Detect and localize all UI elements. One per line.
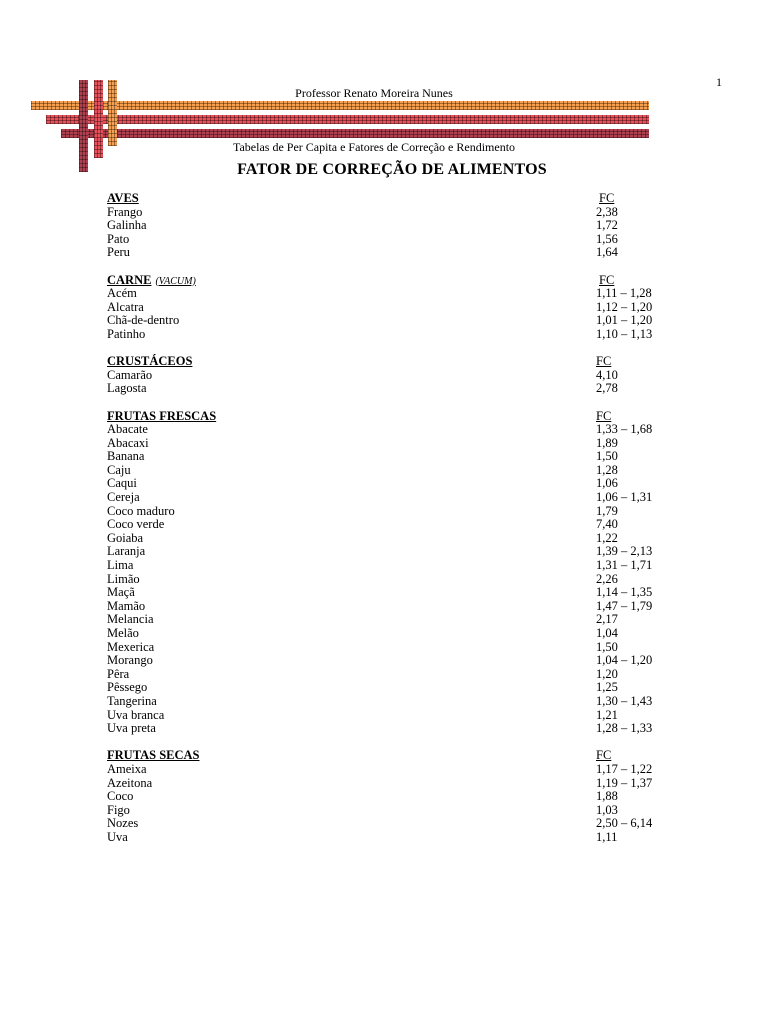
food-name: Coco bbox=[107, 789, 134, 804]
food-row bbox=[107, 817, 707, 831]
section-header bbox=[107, 274, 707, 288]
food-row bbox=[107, 627, 707, 641]
food-name: Patinho bbox=[107, 326, 146, 341]
food-name: Uva bbox=[107, 829, 128, 844]
food-name: Frango bbox=[107, 204, 143, 219]
food-name: Nozes bbox=[107, 816, 139, 831]
food-row bbox=[107, 532, 707, 546]
food-fc-value: 2,38 bbox=[596, 204, 618, 219]
food-row bbox=[107, 804, 707, 818]
section-note: (VACUM) bbox=[155, 275, 196, 287]
food-row bbox=[107, 206, 707, 220]
food-section bbox=[107, 749, 707, 844]
food-name: Galinha bbox=[107, 218, 147, 233]
food-fc-value: 1,04 – 1,20 bbox=[596, 653, 653, 668]
food-row bbox=[107, 668, 707, 682]
section-header bbox=[107, 355, 707, 369]
food-row bbox=[107, 831, 707, 845]
food-name: Mexerica bbox=[107, 639, 155, 654]
food-fc-value: 1,47 – 1,79 bbox=[596, 598, 653, 613]
food-fc-value: 1,88 bbox=[596, 789, 618, 804]
food-row bbox=[107, 437, 707, 451]
food-fc-value: 1,11 bbox=[596, 829, 618, 844]
food-fc-value: 1,89 bbox=[596, 435, 618, 450]
food-row bbox=[107, 505, 707, 519]
page-number: 1 bbox=[716, 75, 722, 89]
food-fc-value: 1,06 – 1,31 bbox=[596, 490, 653, 505]
food-name: Caqui bbox=[107, 476, 137, 491]
food-row bbox=[107, 695, 707, 709]
section-title: FRUTAS SECAS bbox=[107, 748, 200, 763]
food-section bbox=[107, 355, 707, 396]
food-fc-value: 1,11 – 1,28 bbox=[596, 286, 652, 301]
food-name: Abacaxi bbox=[107, 435, 149, 450]
food-fc-value: 2,50 – 6,14 bbox=[596, 816, 653, 831]
food-name: Coco verde bbox=[107, 517, 165, 532]
food-row bbox=[107, 314, 707, 328]
food-fc-value: 1,01 – 1,20 bbox=[596, 313, 653, 328]
section-title: AVES bbox=[107, 191, 139, 205]
page-title: FATOR DE CORREÇÃO DE ALIMENTOS bbox=[237, 161, 547, 178]
food-fc-value: 2,26 bbox=[596, 571, 618, 586]
author-line: Professor Renato Moreira Nunes bbox=[295, 86, 453, 100]
food-fc-value: 1,31 – 1,71 bbox=[596, 558, 653, 573]
food-name: Melão bbox=[107, 626, 139, 640]
food-fc-value: 1,04 bbox=[596, 626, 618, 640]
food-fc-value: 1,03 bbox=[596, 802, 618, 817]
food-row bbox=[107, 518, 707, 532]
section-title: CARNE bbox=[107, 272, 152, 287]
food-row bbox=[107, 382, 707, 396]
food-fc-value: 1,79 bbox=[596, 503, 618, 518]
fc-column-header: FC bbox=[599, 272, 615, 287]
food-name: Morango bbox=[107, 653, 153, 668]
food-row bbox=[107, 233, 707, 247]
food-name: Cereja bbox=[107, 490, 140, 505]
food-name: Melancia bbox=[107, 612, 154, 627]
food-row bbox=[107, 477, 707, 491]
food-name: Mamão bbox=[107, 598, 146, 613]
food-row bbox=[107, 709, 707, 723]
food-name: Pato bbox=[107, 231, 130, 246]
food-fc-value: 1,12 – 1,20 bbox=[596, 299, 653, 314]
food-name: Camarão bbox=[107, 367, 153, 382]
food-name: Chã-de-dentro bbox=[107, 313, 180, 328]
food-row bbox=[107, 763, 707, 777]
food-fc-value: 1,14 – 1,35 bbox=[596, 585, 653, 600]
food-row bbox=[107, 559, 707, 573]
food-name: Lima bbox=[107, 558, 134, 573]
fc-column-header: FC bbox=[599, 191, 615, 205]
food-fc-value: 1,25 bbox=[596, 680, 618, 695]
food-row bbox=[107, 722, 707, 736]
food-name: Banana bbox=[107, 449, 145, 464]
food-name: Abacate bbox=[107, 422, 148, 437]
food-fc-value: 1,22 bbox=[596, 530, 618, 545]
food-fc-value: 1,72 bbox=[596, 218, 618, 233]
fc-column-header: FC bbox=[596, 408, 612, 423]
food-row bbox=[107, 573, 707, 587]
food-name: Tangerina bbox=[107, 693, 157, 708]
food-fc-value: 1,64 bbox=[596, 245, 618, 260]
food-fc-value: 1,06 bbox=[596, 476, 618, 491]
food-row bbox=[107, 491, 707, 505]
food-section bbox=[107, 274, 707, 342]
food-fc-value: 2,17 bbox=[596, 612, 618, 627]
food-name: Maçã bbox=[107, 585, 135, 600]
food-row bbox=[107, 287, 707, 301]
food-fc-value: 1,17 – 1,22 bbox=[596, 761, 653, 776]
ornament-bar-dark-red bbox=[61, 129, 649, 138]
food-fc-value: 1,28 bbox=[596, 462, 618, 477]
food-row bbox=[107, 654, 707, 668]
food-row bbox=[107, 790, 707, 804]
food-row bbox=[107, 423, 707, 437]
food-name: Limão bbox=[107, 571, 140, 586]
food-row bbox=[107, 613, 707, 627]
food-section bbox=[107, 410, 707, 736]
section-title: FRUTAS FRESCAS bbox=[107, 408, 217, 423]
food-fc-value: 1,39 – 2,13 bbox=[596, 544, 653, 559]
ornament-bar-red bbox=[46, 115, 649, 124]
fc-column-header: FC bbox=[596, 748, 612, 763]
food-fc-value: 1,21 bbox=[596, 707, 618, 722]
food-name: Pêssego bbox=[107, 680, 148, 695]
food-row bbox=[107, 328, 707, 342]
food-fc-value: 1,10 – 1,13 bbox=[596, 326, 653, 341]
food-fc-value: 1,20 bbox=[596, 666, 618, 681]
food-row bbox=[107, 681, 707, 695]
food-row bbox=[107, 600, 707, 614]
food-row bbox=[107, 301, 707, 315]
section-header bbox=[107, 192, 707, 206]
food-fc-value: 1,50 bbox=[596, 639, 618, 654]
food-fc-value: 1,50 bbox=[596, 449, 618, 464]
food-row bbox=[107, 641, 707, 655]
section-header bbox=[107, 749, 707, 763]
ornament-bar-orange bbox=[31, 101, 649, 110]
document-subtitle: Tabelas de Per Capita e Fatores de Correção e Rendimento bbox=[232, 140, 516, 154]
food-row bbox=[107, 219, 707, 233]
food-name: Uva preta bbox=[107, 721, 156, 736]
food-row bbox=[107, 464, 707, 478]
food-name: Goiaba bbox=[107, 530, 144, 545]
food-fc-value: 2,78 bbox=[596, 381, 618, 396]
food-fc-value: 1,19 – 1,37 bbox=[596, 775, 653, 790]
food-fc-value: 4,10 bbox=[596, 367, 618, 382]
food-name: Coco maduro bbox=[107, 503, 175, 518]
food-name: Ameixa bbox=[107, 761, 147, 776]
food-row bbox=[107, 586, 707, 600]
food-name: Uva branca bbox=[107, 707, 165, 722]
food-name: Peru bbox=[107, 245, 130, 260]
food-fc-value: 1,30 – 1,43 bbox=[596, 693, 653, 708]
food-fc-value: 7,40 bbox=[596, 517, 618, 532]
food-fc-value: 1,28 – 1,33 bbox=[596, 721, 653, 736]
food-row bbox=[107, 246, 707, 260]
food-name: Azeitona bbox=[107, 775, 153, 790]
food-row bbox=[107, 777, 707, 791]
section-title: CRUSTÁCEOS bbox=[107, 354, 193, 369]
food-name: Pêra bbox=[107, 666, 130, 681]
food-fc-value: 1,56 bbox=[596, 231, 618, 246]
food-name: Lagosta bbox=[107, 381, 147, 396]
correction-factor-table bbox=[107, 192, 707, 858]
food-fc-value: 1,33 – 1,68 bbox=[596, 422, 653, 437]
food-name: Figo bbox=[107, 802, 130, 817]
food-row bbox=[107, 545, 707, 559]
fc-column-header: FC bbox=[596, 354, 612, 369]
food-name: Laranja bbox=[107, 544, 146, 559]
food-row bbox=[107, 450, 707, 464]
food-name: Caju bbox=[107, 462, 131, 477]
section-header bbox=[107, 410, 707, 424]
food-row bbox=[107, 369, 707, 383]
food-name: Alcatra bbox=[107, 299, 144, 314]
food-name: Acém bbox=[107, 286, 137, 301]
food-section bbox=[107, 192, 707, 260]
